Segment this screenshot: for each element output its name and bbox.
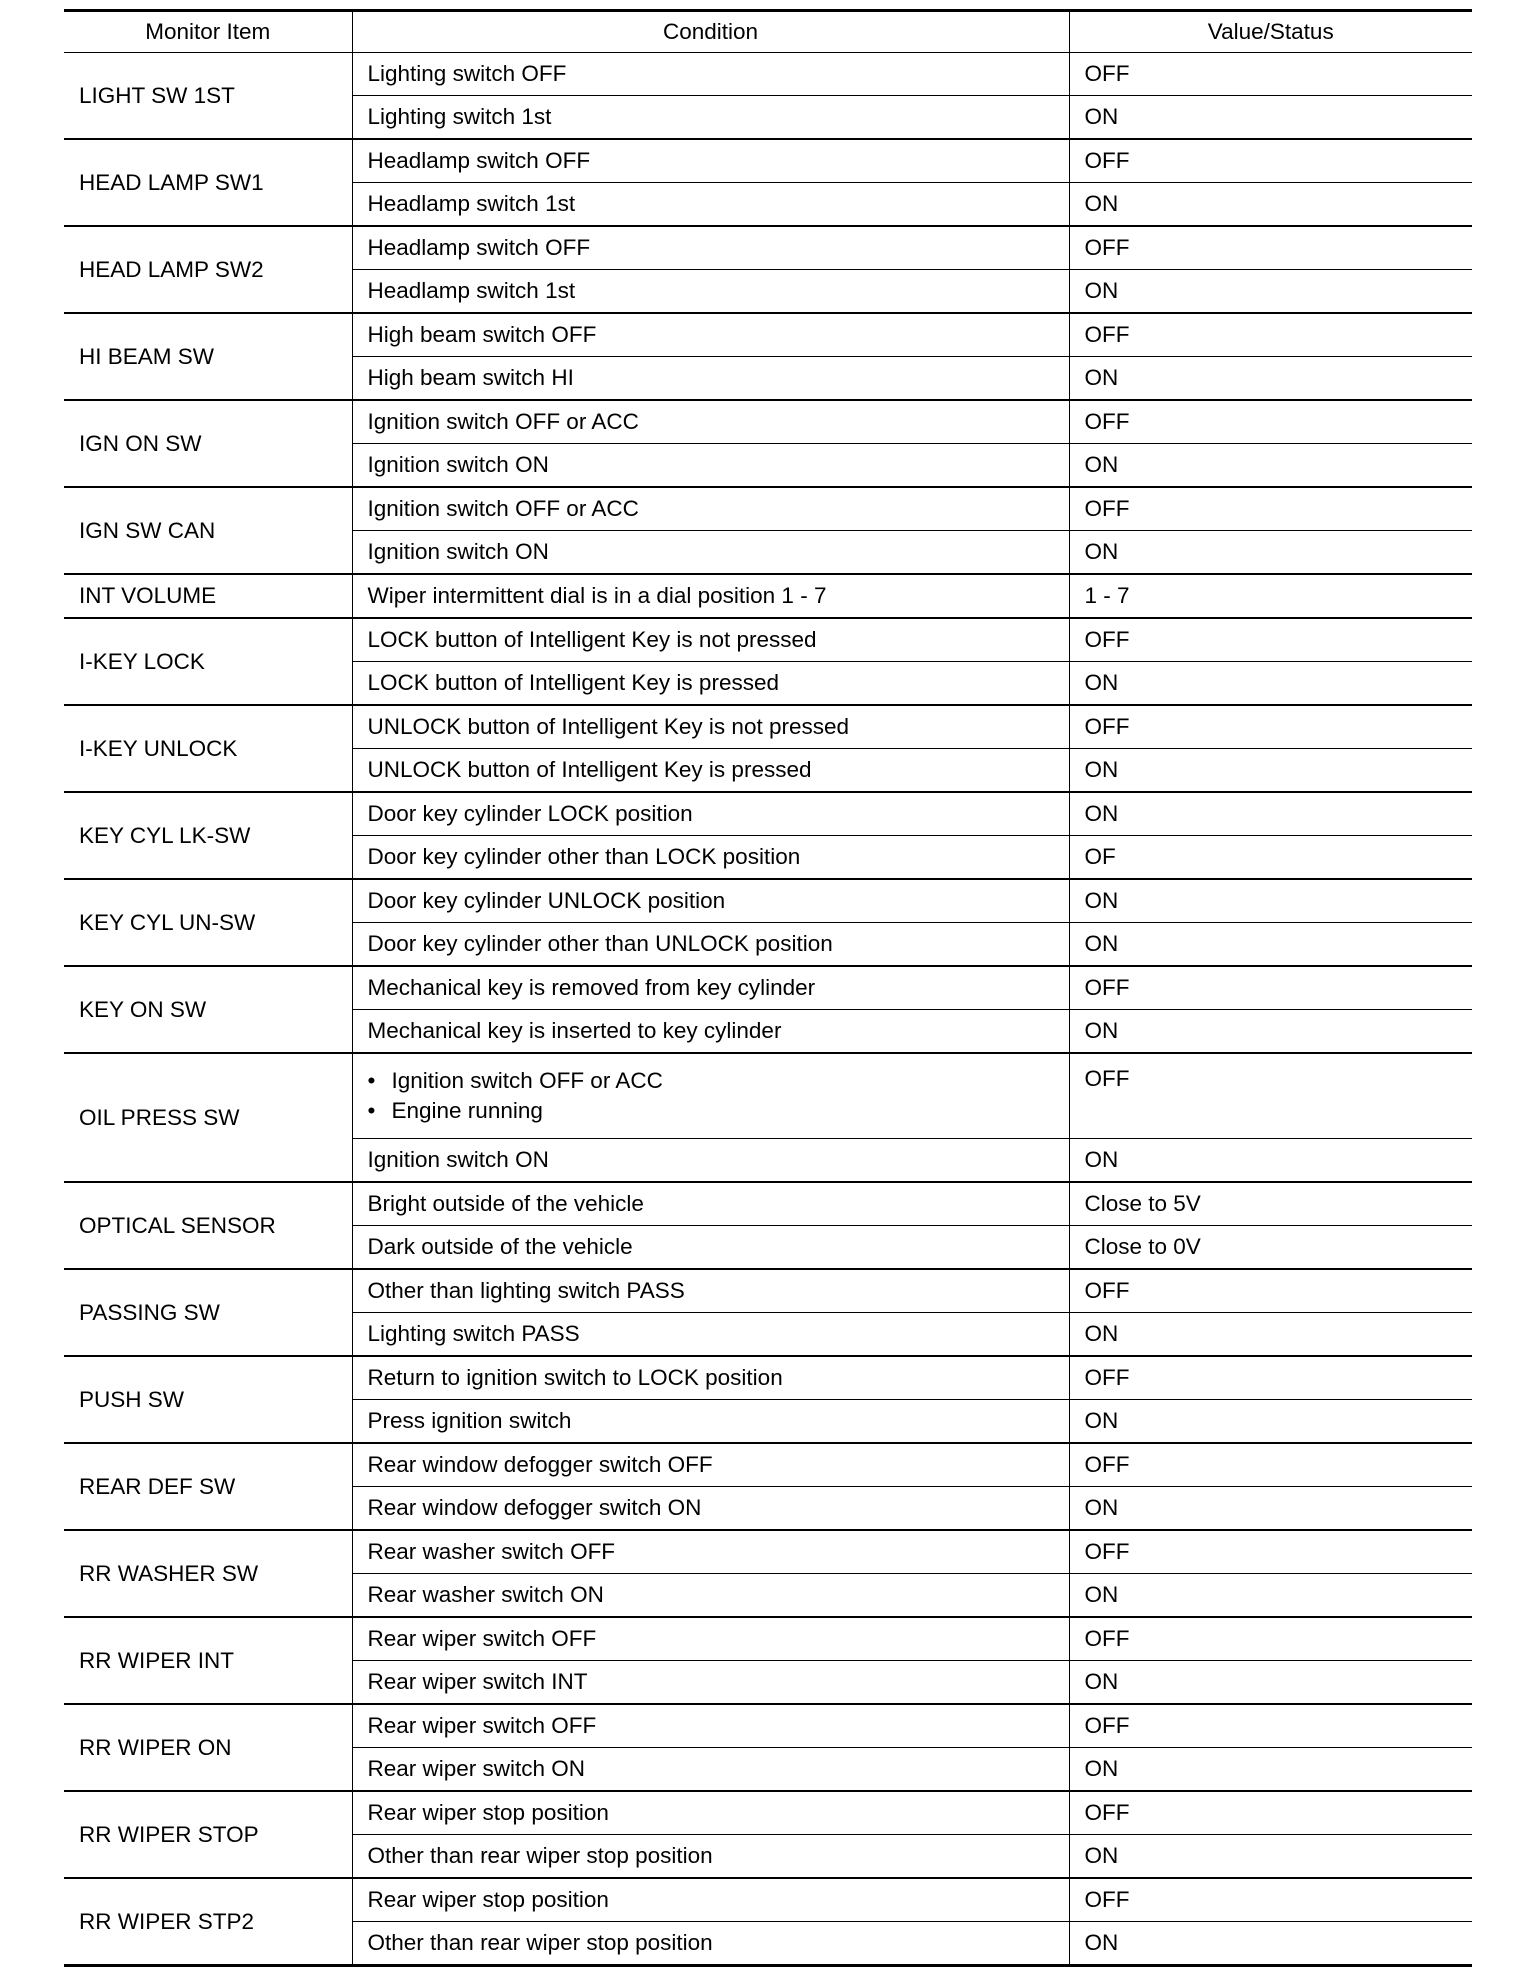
value-cell: OFF [1069, 400, 1472, 444]
value-cell: ON [1069, 1139, 1472, 1183]
condition-cell: Rear wiper switch ON [352, 1748, 1069, 1792]
monitor-item-cell: KEY CYL LK-SW [64, 792, 352, 879]
monitor-item-cell: LIGHT SW 1ST [64, 53, 352, 140]
table-row [64, 1182, 1472, 1226]
monitor-item-cell: OPTICAL SENSOR [64, 1182, 352, 1269]
table-row [64, 1617, 1472, 1661]
condition-cell: Return to ignition switch to LOCK position [352, 1356, 1069, 1400]
value-cell: Close to 0V [1069, 1226, 1472, 1270]
condition-cell: Rear wiper switch OFF [352, 1704, 1069, 1748]
condition-cell: UNLOCK button of Intelligent Key is pressed [352, 749, 1069, 793]
condition-cell: Headlamp switch OFF [352, 226, 1069, 270]
monitor-item-cell: IGN SW CAN [64, 487, 352, 574]
condition-cell: High beam switch OFF [352, 313, 1069, 357]
bullet-item [368, 1096, 1069, 1126]
condition-cell: Door key cylinder UNLOCK position [352, 879, 1069, 923]
condition-cell: Rear wiper stop position [352, 1878, 1069, 1922]
table-row [64, 879, 1472, 923]
value-cell: OFF [1069, 1269, 1472, 1313]
header-condition: Condition [352, 11, 1069, 53]
value-cell: OFF [1069, 226, 1472, 270]
value-cell: 1 - 7 [1069, 574, 1472, 618]
value-cell: ON [1069, 1313, 1472, 1357]
condition-cell: Mechanical key is inserted to key cylinder [352, 1010, 1069, 1054]
table-row [64, 618, 1472, 662]
monitor-item-cell: HEAD LAMP SW1 [64, 139, 352, 226]
condition-cell: Rear wiper stop position [352, 1791, 1069, 1835]
value-cell: ON [1069, 1748, 1472, 1792]
condition-cell: Lighting switch OFF [352, 53, 1069, 96]
condition-cell: Rear wiper switch INT [352, 1661, 1069, 1705]
bullet-item [368, 1066, 1069, 1096]
value-cell: ON [1069, 662, 1472, 706]
value-cell: ON [1069, 1574, 1472, 1618]
table-row [64, 1791, 1472, 1835]
condition-cell: High beam switch HI [352, 357, 1069, 401]
table-row [64, 705, 1472, 749]
monitor-item-cell: OIL PRESS SW [64, 1053, 352, 1182]
table-row [64, 966, 1472, 1010]
value-cell: OF [1069, 836, 1472, 880]
condition-cell: Wiper intermittent dial is in a dial position 1 - 7 [352, 574, 1069, 618]
condition-cell: Rear washer switch ON [352, 1574, 1069, 1618]
table-row [64, 400, 1472, 444]
table-row [64, 313, 1472, 357]
monitor-table [64, 9, 1472, 1967]
value-cell: ON [1069, 183, 1472, 227]
monitor-item-cell: HEAD LAMP SW2 [64, 226, 352, 313]
table-row [64, 226, 1472, 270]
condition-bullet-list [368, 1066, 1069, 1126]
value-cell: ON [1069, 749, 1472, 793]
condition-cell: LOCK button of Intelligent Key is not pressed [352, 618, 1069, 662]
condition-cell: LOCK button of Intelligent Key is pressed [352, 662, 1069, 706]
condition-cell: Headlamp switch 1st [352, 270, 1069, 314]
condition-cell: Door key cylinder LOCK position [352, 792, 1069, 836]
value-cell: OFF [1069, 1053, 1472, 1139]
value-cell: ON [1069, 444, 1472, 488]
condition-cell: Other than lighting switch PASS [352, 1269, 1069, 1313]
value-cell: ON [1069, 879, 1472, 923]
condition-cell: Press ignition switch [352, 1400, 1069, 1444]
value-cell: OFF [1069, 139, 1472, 183]
value-cell: OFF [1069, 53, 1472, 96]
condition-cell: Door key cylinder other than LOCK position [352, 836, 1069, 880]
table-row [64, 1878, 1472, 1922]
value-cell: ON [1069, 1922, 1472, 1966]
table-row [64, 1356, 1472, 1400]
monitor-item-cell: RR WIPER INT [64, 1617, 352, 1704]
monitor-item-cell: HI BEAM SW [64, 313, 352, 400]
value-cell: ON [1069, 1400, 1472, 1444]
condition-cell: Ignition switch ON [352, 1139, 1069, 1183]
monitor-item-cell: RR WIPER ON [64, 1704, 352, 1791]
monitor-item-cell: IGN ON SW [64, 400, 352, 487]
value-cell: ON [1069, 923, 1472, 967]
monitor-item-cell: INT VOLUME [64, 574, 352, 618]
value-cell: ON [1069, 270, 1472, 314]
monitor-item-cell: I-KEY UNLOCK [64, 705, 352, 792]
monitor-item-cell: REAR DEF SW [64, 1443, 352, 1530]
table-row [64, 1269, 1472, 1313]
condition-cell: Headlamp switch OFF [352, 139, 1069, 183]
condition-cell: Other than rear wiper stop position [352, 1835, 1069, 1879]
value-cell: OFF [1069, 1878, 1472, 1922]
condition-cell: Ignition switch ON [352, 531, 1069, 575]
monitor-item-cell: PUSH SW [64, 1356, 352, 1443]
monitor-item-cell: KEY ON SW [64, 966, 352, 1053]
monitor-item-cell: RR WASHER SW [64, 1530, 352, 1617]
value-cell: OFF [1069, 966, 1472, 1010]
monitor-item-cell: RR WIPER STOP [64, 1791, 352, 1878]
table-row [64, 487, 1472, 531]
condition-cell: Rear washer switch OFF [352, 1530, 1069, 1574]
value-cell: OFF [1069, 487, 1472, 531]
bullet-text: Engine running [391, 1098, 543, 1123]
condition-cell: Mechanical key is removed from key cylinder [352, 966, 1069, 1010]
value-cell: OFF [1069, 1356, 1472, 1400]
value-cell: OFF [1069, 1617, 1472, 1661]
table-row [64, 1053, 1472, 1139]
condition-cell: Lighting switch PASS [352, 1313, 1069, 1357]
value-cell: OFF [1069, 1530, 1472, 1574]
table-row [64, 1530, 1472, 1574]
condition-cell: Bright outside of the vehicle [352, 1182, 1069, 1226]
table-row [64, 574, 1472, 618]
table-row [64, 139, 1472, 183]
monitor-item-cell: PASSING SW [64, 1269, 352, 1356]
value-cell: ON [1069, 1661, 1472, 1705]
condition-cell: Ignition switch OFF or ACC [352, 400, 1069, 444]
value-cell: OFF [1069, 1791, 1472, 1835]
table-row [64, 53, 1472, 96]
condition-cell: Rear wiper switch OFF [352, 1617, 1069, 1661]
condition-cell [352, 1053, 1069, 1139]
value-cell: OFF [1069, 1443, 1472, 1487]
condition-cell: Rear window defogger switch ON [352, 1487, 1069, 1531]
bullet-text: Ignition switch OFF or ACC [391, 1068, 663, 1093]
condition-cell: Headlamp switch 1st [352, 183, 1069, 227]
table-row [64, 1704, 1472, 1748]
header-monitor-item: Monitor Item [64, 11, 352, 53]
value-cell: ON [1069, 1487, 1472, 1531]
table-row [64, 1443, 1472, 1487]
monitor-item-cell: RR WIPER STP2 [64, 1878, 352, 1966]
value-cell: OFF [1069, 313, 1472, 357]
condition-cell: Rear window defogger switch OFF [352, 1443, 1069, 1487]
condition-cell: Ignition switch ON [352, 444, 1069, 488]
condition-cell: Dark outside of the vehicle [352, 1226, 1069, 1270]
value-cell: ON [1069, 531, 1472, 575]
value-cell: OFF [1069, 1704, 1472, 1748]
table-row [64, 792, 1472, 836]
condition-cell: Ignition switch OFF or ACC [352, 487, 1069, 531]
value-cell: ON [1069, 1835, 1472, 1879]
monitor-item-cell: KEY CYL UN-SW [64, 879, 352, 966]
condition-cell: Door key cylinder other than UNLOCK position [352, 923, 1069, 967]
value-cell: ON [1069, 792, 1472, 836]
value-cell: Close to 5V [1069, 1182, 1472, 1226]
condition-cell: Lighting switch 1st [352, 96, 1069, 140]
condition-cell: Other than rear wiper stop position [352, 1922, 1069, 1966]
value-cell: ON [1069, 357, 1472, 401]
condition-cell: UNLOCK button of Intelligent Key is not pressed [352, 705, 1069, 749]
value-cell: OFF [1069, 618, 1472, 662]
value-cell: OFF [1069, 705, 1472, 749]
header-value-status: Value/Status [1069, 11, 1472, 53]
monitor-item-cell: I-KEY LOCK [64, 618, 352, 705]
value-cell: ON [1069, 96, 1472, 140]
value-cell: ON [1069, 1010, 1472, 1054]
header-row [64, 11, 1472, 53]
